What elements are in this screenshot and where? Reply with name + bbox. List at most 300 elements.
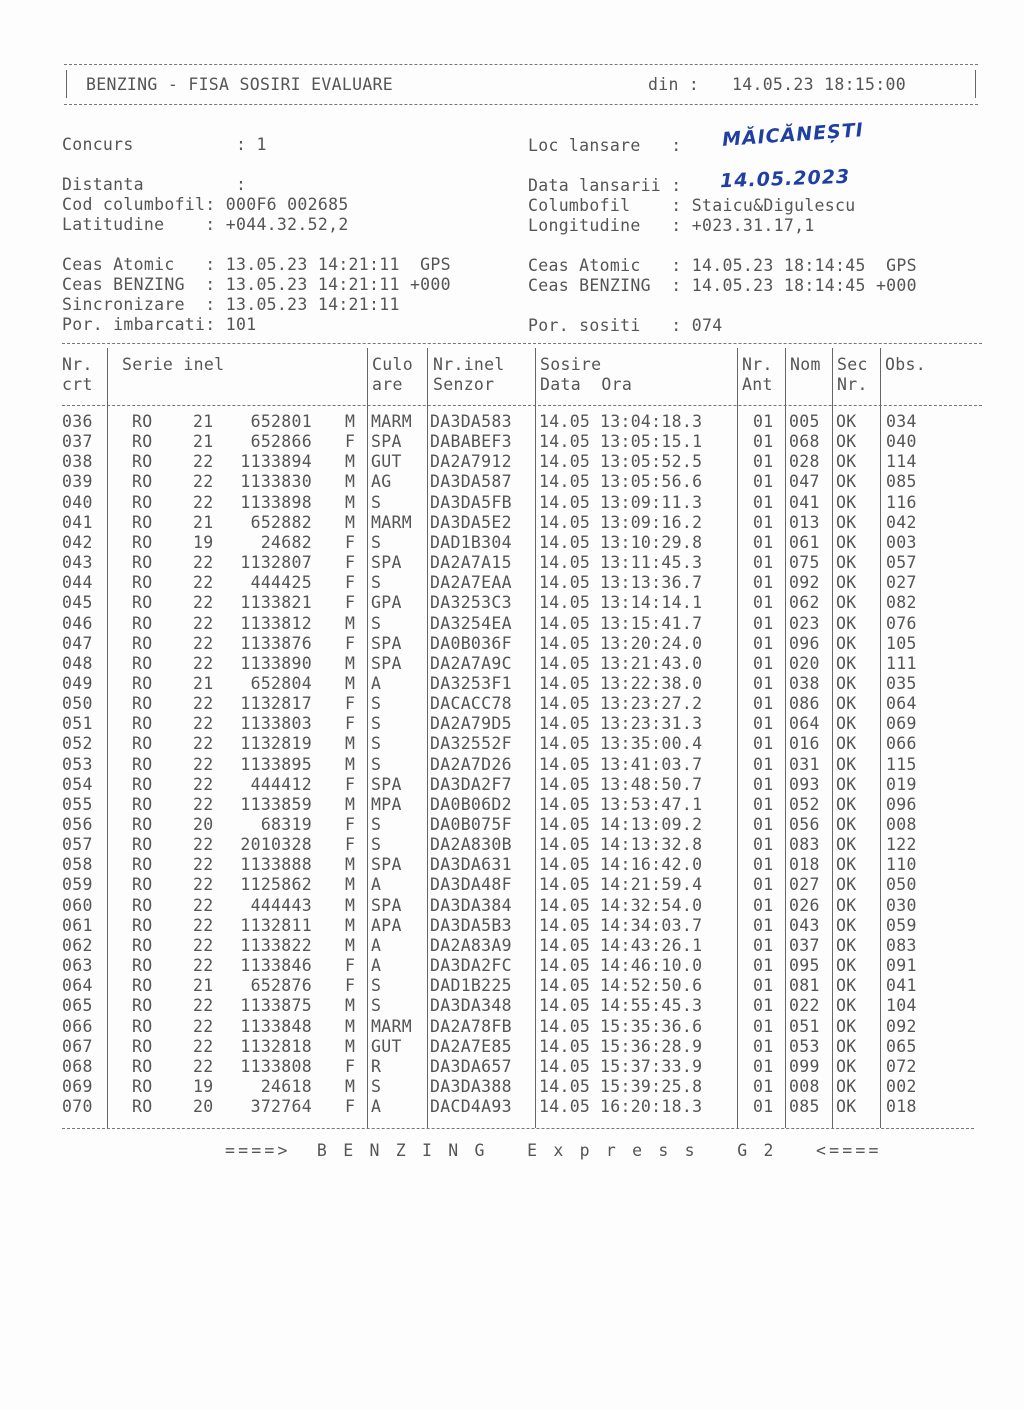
cell-arrival-date: 14.05 bbox=[539, 935, 591, 955]
cell-color: GUT bbox=[371, 1036, 402, 1056]
cell-arrival-time: 13:05:56.6 bbox=[600, 472, 703, 492]
cell-row-number: 068 bbox=[62, 1056, 93, 1076]
cell-arrival-date: 14.05 bbox=[539, 1097, 591, 1117]
cell-sensor-ring: DACD4A93 bbox=[430, 1097, 512, 1117]
cell-sector-status: OK bbox=[836, 492, 857, 512]
cell-country: RO bbox=[132, 512, 153, 532]
cell-sector-status: OK bbox=[836, 794, 857, 814]
cell-year: 22 bbox=[193, 714, 214, 734]
cell-ring-number: 652804 bbox=[250, 673, 312, 693]
cell-antenna: 01 bbox=[753, 694, 774, 714]
cell-obs: 092 bbox=[886, 1016, 917, 1036]
cell-year: 21 bbox=[193, 673, 214, 693]
cell-nom: 043 bbox=[789, 915, 820, 935]
cell-ring-number: 1133895 bbox=[240, 754, 312, 774]
cell-sex: M bbox=[345, 492, 356, 512]
cell-ring-number: 1132811 bbox=[240, 915, 312, 935]
cell-country: RO bbox=[132, 855, 153, 875]
cell-sex: F bbox=[345, 573, 356, 593]
cell-arrival-time: 13:05:15.1 bbox=[600, 432, 703, 452]
cell-ring-number: 1133876 bbox=[240, 633, 312, 653]
cell-arrival-date: 14.05 bbox=[539, 976, 591, 996]
cell-color: MARM bbox=[371, 512, 412, 532]
cell-nom: 086 bbox=[789, 694, 820, 714]
cell-row-number: 064 bbox=[62, 976, 93, 996]
cell-arrival-time: 14:55:45.3 bbox=[600, 996, 703, 1016]
cell-arrival-time: 13:41:03.7 bbox=[600, 754, 703, 774]
cell-ring-number: 372764 bbox=[250, 1097, 312, 1117]
cell-year: 22 bbox=[193, 1036, 214, 1056]
cell-antenna: 01 bbox=[753, 653, 774, 673]
th-data-ora: Data Ora bbox=[540, 375, 633, 394]
cell-antenna: 01 bbox=[753, 1056, 774, 1076]
cell-sector-status: OK bbox=[836, 1036, 857, 1056]
table-row bbox=[0, 593, 1024, 613]
cell-row-number: 057 bbox=[62, 835, 93, 855]
cell-sector-status: OK bbox=[836, 976, 857, 996]
cell-sector-status: OK bbox=[836, 633, 857, 653]
cell-sensor-ring: DA2A7D26 bbox=[430, 754, 512, 774]
cell-antenna: 01 bbox=[753, 935, 774, 955]
cell-sex: F bbox=[345, 532, 356, 552]
cell-ring-number: 444412 bbox=[250, 774, 312, 794]
cell-country: RO bbox=[132, 593, 153, 613]
cell-sex: F bbox=[345, 976, 356, 996]
cell-obs: 059 bbox=[886, 915, 917, 935]
cell-arrival-time: 13:23:27.2 bbox=[600, 694, 703, 714]
table-row bbox=[0, 472, 1024, 492]
cell-obs: 116 bbox=[886, 492, 917, 512]
table-row bbox=[0, 734, 1024, 754]
cell-antenna: 01 bbox=[753, 452, 774, 472]
cell-sensor-ring: DAD1B304 bbox=[430, 532, 512, 552]
table-row bbox=[0, 452, 1024, 472]
cell-sex: M bbox=[345, 1016, 356, 1036]
cell-country: RO bbox=[132, 1056, 153, 1076]
cell-arrival-time: 13:23:31.3 bbox=[600, 714, 703, 734]
table-row bbox=[0, 513, 1024, 533]
cell-ring-number: 68319 bbox=[260, 815, 312, 834]
th-nr-ant: Nr. bbox=[742, 355, 773, 374]
cell-obs: 064 bbox=[886, 694, 917, 714]
table-row bbox=[0, 1017, 1024, 1037]
cell-arrival-time: 13:13:36.7 bbox=[600, 573, 703, 593]
cell-color: A bbox=[371, 673, 382, 693]
cell-color: SPA bbox=[371, 855, 402, 875]
cell-antenna: 01 bbox=[753, 815, 774, 834]
cell-color: S bbox=[371, 835, 382, 855]
cell-sex: F bbox=[345, 432, 356, 452]
cell-nom: 023 bbox=[789, 613, 820, 633]
cell-obs: 104 bbox=[886, 996, 917, 1016]
cell-arrival-date: 14.05 bbox=[539, 492, 591, 512]
cell-arrival-date: 14.05 bbox=[539, 855, 591, 875]
sincronizare-line: Sincronizare : 13.05.23 14:21:11 bbox=[62, 295, 400, 314]
cell-color: SPA bbox=[371, 774, 402, 794]
cell-country: RO bbox=[132, 956, 153, 976]
cell-year: 22 bbox=[193, 915, 214, 935]
cell-color: S bbox=[371, 815, 382, 834]
table-row bbox=[0, 493, 1024, 513]
table-row bbox=[0, 654, 1024, 674]
cell-arrival-time: 14:52:50.6 bbox=[600, 976, 703, 996]
cell-nom: 061 bbox=[789, 532, 820, 552]
cell-sector-status: OK bbox=[836, 996, 857, 1016]
cell-arrival-time: 13:20:24.0 bbox=[600, 633, 703, 653]
cell-antenna: 01 bbox=[753, 472, 774, 492]
cell-year: 22 bbox=[193, 613, 214, 633]
cell-color: SPA bbox=[371, 633, 402, 653]
cell-antenna: 01 bbox=[753, 956, 774, 976]
cell-arrival-time: 13:48:50.7 bbox=[600, 774, 703, 794]
cell-year: 19 bbox=[193, 532, 214, 552]
cell-sensor-ring: DA2A83A9 bbox=[430, 935, 512, 955]
cell-arrival-date: 14.05 bbox=[539, 1056, 591, 1076]
table-row bbox=[0, 553, 1024, 573]
cell-nom: 018 bbox=[789, 855, 820, 875]
cell-color: A bbox=[371, 935, 382, 955]
cell-ring-number: 1133888 bbox=[240, 855, 312, 875]
cell-sector-status: OK bbox=[836, 694, 857, 714]
cell-obs: 050 bbox=[886, 875, 917, 895]
latitudine-line: Latitudine : +044.32.52,2 bbox=[62, 215, 349, 234]
cell-sector-status: OK bbox=[836, 774, 857, 794]
cell-year: 22 bbox=[193, 573, 214, 593]
cell-arrival-time: 13:21:43.0 bbox=[600, 653, 703, 673]
cell-nom: 047 bbox=[789, 472, 820, 492]
cell-country: RO bbox=[132, 935, 153, 955]
cell-nom: 068 bbox=[789, 432, 820, 452]
cell-sensor-ring: DA2A7E85 bbox=[430, 1036, 512, 1056]
cell-nom: 099 bbox=[789, 1056, 820, 1076]
cell-country: RO bbox=[132, 1097, 153, 1117]
cell-color: MARM bbox=[371, 1016, 412, 1036]
cell-sex: M bbox=[345, 855, 356, 875]
cell-sex: M bbox=[345, 895, 356, 915]
cell-sex: M bbox=[345, 512, 356, 532]
data-lansarii-handwritten: 14.05.2023 bbox=[719, 165, 851, 193]
cell-antenna: 01 bbox=[753, 915, 774, 935]
cell-sensor-ring: DAD1B225 bbox=[430, 976, 512, 996]
cell-country: RO bbox=[132, 472, 153, 492]
cell-country: RO bbox=[132, 553, 153, 573]
cell-sensor-ring: DA2A79D5 bbox=[430, 714, 512, 734]
th-are: are bbox=[372, 375, 403, 394]
table-row bbox=[0, 694, 1024, 714]
cell-ring-number: 444425 bbox=[250, 573, 312, 593]
cell-nom: 081 bbox=[789, 976, 820, 996]
cell-sector-status: OK bbox=[836, 935, 857, 955]
cell-row-number: 041 bbox=[62, 512, 93, 532]
concurs-line: Concurs : 1 bbox=[62, 135, 267, 154]
cell-year: 22 bbox=[193, 835, 214, 855]
cell-arrival-date: 14.05 bbox=[539, 472, 591, 492]
ceas-atomic-end: Ceas Atomic : 14.05.23 18:14:45 GPS bbox=[528, 256, 917, 275]
cell-nom: 083 bbox=[789, 835, 820, 855]
cell-sensor-ring: DA3DA2FC bbox=[430, 956, 512, 976]
cell-row-number: 039 bbox=[62, 472, 93, 492]
cell-sex: F bbox=[345, 694, 356, 714]
cell-row-number: 053 bbox=[62, 754, 93, 774]
cell-row-number: 036 bbox=[62, 412, 93, 431]
cell-row-number: 047 bbox=[62, 633, 93, 653]
cell-sector-status: OK bbox=[836, 673, 857, 693]
cell-arrival-date: 14.05 bbox=[539, 734, 591, 754]
cell-year: 20 bbox=[193, 815, 214, 834]
cell-ring-number: 1133830 bbox=[240, 472, 312, 492]
cell-ring-number: 1132817 bbox=[240, 694, 312, 714]
report-date: 14.05.23 18:15:00 bbox=[732, 75, 906, 94]
cell-year: 22 bbox=[193, 694, 214, 714]
header-top-rule bbox=[64, 64, 978, 65]
cell-sex: F bbox=[345, 633, 356, 653]
distanta-line: Distanta : bbox=[62, 175, 247, 194]
table-row bbox=[0, 614, 1024, 634]
cell-nom: 075 bbox=[789, 553, 820, 573]
cell-arrival-date: 14.05 bbox=[539, 553, 591, 573]
table-row bbox=[0, 432, 1024, 452]
cell-arrival-date: 14.05 bbox=[539, 714, 591, 734]
th-sec-nr: Nr. bbox=[837, 375, 868, 394]
cell-nom: 096 bbox=[789, 633, 820, 653]
table-header-bottom-rule bbox=[62, 405, 982, 406]
cell-year: 22 bbox=[193, 1016, 214, 1036]
cell-ring-number: 1133812 bbox=[240, 613, 312, 633]
cell-nom: 027 bbox=[789, 875, 820, 895]
cell-year: 21 bbox=[193, 412, 214, 431]
cell-ring-number: 24618 bbox=[260, 1076, 312, 1096]
th-obs: Obs. bbox=[885, 355, 926, 374]
cell-arrival-date: 14.05 bbox=[539, 1036, 591, 1056]
cell-obs: 091 bbox=[886, 956, 917, 976]
cell-nom: 056 bbox=[789, 815, 820, 834]
cell-color: S bbox=[371, 492, 382, 512]
cell-obs: 111 bbox=[886, 653, 917, 673]
cell-ring-number: 1133898 bbox=[240, 492, 312, 512]
cell-year: 21 bbox=[193, 432, 214, 452]
cell-country: RO bbox=[132, 794, 153, 814]
cell-row-number: 056 bbox=[62, 815, 93, 834]
cell-sex: F bbox=[345, 774, 356, 794]
cell-nom: 085 bbox=[789, 1097, 820, 1117]
cell-arrival-date: 14.05 bbox=[539, 532, 591, 552]
cell-nom: 013 bbox=[789, 512, 820, 532]
cell-nom: 038 bbox=[789, 673, 820, 693]
cell-ring-number: 652866 bbox=[250, 432, 312, 452]
cell-sensor-ring: DA3DA587 bbox=[430, 472, 512, 492]
cell-sector-status: OK bbox=[836, 613, 857, 633]
cell-color: S bbox=[371, 573, 382, 593]
cell-obs: 066 bbox=[886, 734, 917, 754]
cell-ring-number: 1133846 bbox=[240, 956, 312, 976]
table-row bbox=[0, 956, 1024, 976]
por-sositi-line: Por. sositi : 074 bbox=[528, 316, 723, 335]
cell-arrival-date: 14.05 bbox=[539, 412, 591, 431]
cell-obs: 057 bbox=[886, 553, 917, 573]
cell-obs: 002 bbox=[886, 1076, 917, 1096]
ceas-benzing-end: Ceas BENZING : 14.05.23 18:14:45 +000 bbox=[528, 276, 917, 295]
cell-nom: 037 bbox=[789, 935, 820, 955]
cell-color: A bbox=[371, 875, 382, 895]
table-row bbox=[0, 714, 1024, 734]
cell-year: 22 bbox=[193, 1056, 214, 1076]
cell-obs: 030 bbox=[886, 895, 917, 915]
cell-ring-number: 1133848 bbox=[240, 1016, 312, 1036]
cell-sensor-ring: DA3DA48F bbox=[430, 875, 512, 895]
cell-arrival-date: 14.05 bbox=[539, 996, 591, 1016]
cell-antenna: 01 bbox=[753, 1036, 774, 1056]
table-row bbox=[0, 936, 1024, 956]
cell-sector-status: OK bbox=[836, 532, 857, 552]
cell-year: 22 bbox=[193, 956, 214, 976]
cell-arrival-time: 13:35:00.4 bbox=[600, 734, 703, 754]
cell-arrival-time: 14:46:10.0 bbox=[600, 956, 703, 976]
cell-arrival-time: 15:36:28.9 bbox=[600, 1036, 703, 1056]
cell-row-number: 045 bbox=[62, 593, 93, 613]
cell-country: RO bbox=[132, 492, 153, 512]
table-row bbox=[0, 1037, 1024, 1057]
th-nom: Nom bbox=[790, 355, 821, 374]
cell-antenna: 01 bbox=[753, 895, 774, 915]
cell-antenna: 01 bbox=[753, 412, 774, 431]
cell-sensor-ring: DA2A78FB bbox=[430, 1016, 512, 1036]
cell-arrival-date: 14.05 bbox=[539, 835, 591, 855]
cell-sector-status: OK bbox=[836, 875, 857, 895]
cell-antenna: 01 bbox=[753, 492, 774, 512]
cell-color: S bbox=[371, 714, 382, 734]
table-row bbox=[0, 674, 1024, 694]
th-serie-inel: Serie inel bbox=[122, 355, 225, 374]
cell-sensor-ring: DA3DA657 bbox=[430, 1056, 512, 1076]
cell-sensor-ring: DA2A830B bbox=[430, 835, 512, 855]
cell-color: S bbox=[371, 1076, 382, 1096]
cell-sensor-ring: DA3253F1 bbox=[430, 673, 512, 693]
cell-year: 22 bbox=[193, 492, 214, 512]
cell-antenna: 01 bbox=[753, 673, 774, 693]
cell-country: RO bbox=[132, 774, 153, 794]
cell-row-number: 051 bbox=[62, 714, 93, 734]
cell-ring-number: 1133803 bbox=[240, 714, 312, 734]
cell-sector-status: OK bbox=[836, 714, 857, 734]
cell-sector-status: OK bbox=[836, 895, 857, 915]
th-nr: Nr. bbox=[62, 355, 93, 374]
cell-country: RO bbox=[132, 1076, 153, 1096]
cell-country: RO bbox=[132, 875, 153, 895]
th-crt: crt bbox=[62, 375, 93, 394]
cell-sector-status: OK bbox=[836, 1016, 857, 1036]
cell-row-number: 067 bbox=[62, 1036, 93, 1056]
cell-sensor-ring: DA3DA388 bbox=[430, 1076, 512, 1096]
cell-color: SPA bbox=[371, 653, 402, 673]
cell-country: RO bbox=[132, 734, 153, 754]
cell-sector-status: OK bbox=[836, 734, 857, 754]
cell-country: RO bbox=[132, 532, 153, 552]
cell-color: S bbox=[371, 532, 382, 552]
cell-color: MPA bbox=[371, 794, 402, 814]
cell-sex: F bbox=[345, 815, 356, 834]
cell-color: S bbox=[371, 734, 382, 754]
cell-arrival-time: 14:13:09.2 bbox=[600, 815, 703, 834]
cell-row-number: 038 bbox=[62, 452, 93, 472]
cell-arrival-time: 13:53:47.1 bbox=[600, 794, 703, 814]
cell-sensor-ring: DA0B06D2 bbox=[430, 794, 512, 814]
cell-arrival-date: 14.05 bbox=[539, 633, 591, 653]
cell-nom: 026 bbox=[789, 895, 820, 915]
cell-sex: M bbox=[345, 1036, 356, 1056]
cell-obs: 042 bbox=[886, 512, 917, 532]
cell-sensor-ring: DA3254EA bbox=[430, 613, 512, 633]
cell-country: RO bbox=[132, 432, 153, 452]
cell-obs: 114 bbox=[886, 452, 917, 472]
cell-sensor-ring: DA3DA2F7 bbox=[430, 774, 512, 794]
cell-country: RO bbox=[132, 1036, 153, 1056]
cell-color: SPA bbox=[371, 432, 402, 452]
cell-obs: 105 bbox=[886, 633, 917, 653]
cell-antenna: 01 bbox=[753, 774, 774, 794]
cell-sensor-ring: DA32552F bbox=[430, 734, 512, 754]
table-bottom-rule bbox=[62, 1128, 974, 1129]
cell-country: RO bbox=[132, 976, 153, 996]
header-left-border bbox=[66, 70, 67, 98]
cell-antenna: 01 bbox=[753, 613, 774, 633]
cell-arrival-time: 14:13:32.8 bbox=[600, 835, 703, 855]
cell-year: 22 bbox=[193, 472, 214, 492]
cell-sector-status: OK bbox=[836, 815, 857, 834]
table-row bbox=[0, 634, 1024, 654]
cod-columbofil-line: Cod columbofil: 000F6 002685 bbox=[62, 195, 349, 214]
table-row bbox=[0, 755, 1024, 775]
th-sec: Sec bbox=[837, 355, 868, 374]
loc-lansare-handwritten: MĂICĂNEȘTI bbox=[721, 119, 865, 151]
cell-obs: 069 bbox=[886, 714, 917, 734]
cell-arrival-time: 15:37:33.9 bbox=[600, 1056, 703, 1076]
cell-year: 22 bbox=[193, 633, 214, 653]
cell-color: S bbox=[371, 613, 382, 633]
cell-row-number: 048 bbox=[62, 653, 93, 673]
cell-arrival-date: 14.05 bbox=[539, 915, 591, 935]
cell-arrival-time: 13:15:41.7 bbox=[600, 613, 703, 633]
cell-year: 22 bbox=[193, 996, 214, 1016]
cell-nom: 092 bbox=[789, 573, 820, 593]
cell-ring-number: 1133875 bbox=[240, 996, 312, 1016]
cell-row-number: 042 bbox=[62, 532, 93, 552]
cell-nom: 031 bbox=[789, 754, 820, 774]
cell-year: 19 bbox=[193, 1076, 214, 1096]
report-title: BENZING - FISA SOSIRI EVALUARE bbox=[86, 75, 394, 94]
cell-nom: 052 bbox=[789, 794, 820, 814]
cell-color: MARM bbox=[371, 412, 412, 431]
cell-nom: 062 bbox=[789, 593, 820, 613]
ceas-benzing-start: Ceas BENZING : 13.05.23 14:21:11 +000 bbox=[62, 275, 451, 294]
cell-obs: 027 bbox=[886, 573, 917, 593]
cell-antenna: 01 bbox=[753, 754, 774, 774]
cell-ring-number: 652876 bbox=[250, 976, 312, 996]
th-ant: Ant bbox=[742, 375, 773, 394]
cell-sensor-ring: DA3DA583 bbox=[430, 412, 512, 431]
cell-nom: 093 bbox=[789, 774, 820, 794]
cell-sex: F bbox=[345, 714, 356, 734]
cell-sensor-ring: DA3253C3 bbox=[430, 593, 512, 613]
cell-arrival-time: 14:43:26.1 bbox=[600, 935, 703, 955]
cell-country: RO bbox=[132, 452, 153, 472]
cell-sex: F bbox=[345, 1097, 356, 1117]
cell-arrival-date: 14.05 bbox=[539, 694, 591, 714]
cell-antenna: 01 bbox=[753, 1097, 774, 1117]
cell-year: 22 bbox=[193, 794, 214, 814]
cell-arrival-time: 13:22:38.0 bbox=[600, 673, 703, 693]
cell-arrival-time: 15:35:36.6 bbox=[600, 1016, 703, 1036]
cell-ring-number: 652801 bbox=[250, 412, 312, 431]
